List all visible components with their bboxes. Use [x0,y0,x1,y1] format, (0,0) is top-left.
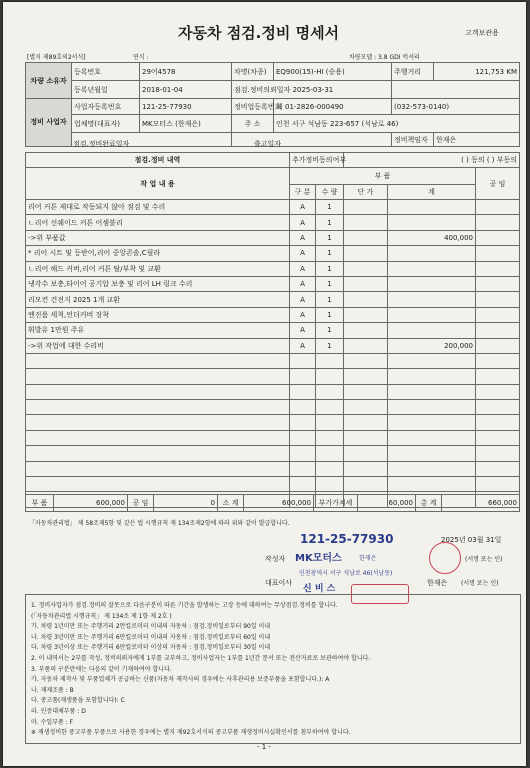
subtotal-value: 600,000 [244,495,314,512]
work-cell-kind [290,400,316,415]
work-row [26,246,520,261]
work-cell-price [344,307,388,322]
manager-value: 한재은 [434,133,520,147]
work-cell-qty: 1 [316,261,344,276]
signature-address: 인천광역시 서구 석남로 46(석남동) [299,570,393,577]
work-cell-amount [388,430,476,445]
work-cell-amount [388,461,476,476]
work-cell-kind: A [290,276,316,291]
work-cell-content: 냉각수 보충,타이어 공기압 보충 및 리어 LH 링크 수리 [26,276,290,291]
address-value: 인천 서구 석남동 223-657 (석남로 46) [274,115,520,133]
work-cell-price [344,230,388,245]
signature-company: MK모터스 [295,553,342,564]
note-line: 가. 차령 1년미만 또는 주행거리 2만킬로미터 이내의 자동차 : 점검.정비일로부터 90일 이내 [31,623,271,631]
work-cell-labor [476,323,520,338]
work-cell-price [344,215,388,230]
biz-no-value: 121-25-77930 [140,99,232,115]
owner-section-label: 차량 소유자 [26,63,72,99]
work-cell-price [344,338,388,353]
note-line: 마. 수입부품 : F [31,718,74,726]
work-cell-content [26,430,290,445]
work-cell-amount [388,384,476,399]
work-cell-price [344,353,388,368]
totals-table [25,494,520,512]
work-cell-labor [476,230,520,245]
work-cell-qty: 1 [316,230,344,245]
work-cell-labor [476,200,520,215]
parts-total-label: 부 품 [26,495,54,512]
work-cell-kind: A [290,292,316,307]
note-line: 2. 이 내역서는 2부를 작성, 정비의뢰자에게 1부를 교부하고, 정비사업자는 1부를 1년간 문서 또는 전산자료로 보관하여야 합니다. [31,655,371,662]
note-line: 3. 부품의 구분란에는 다음의 같이 기재하여야 합니다. [31,665,172,673]
work-cell-price [344,446,388,461]
work-cell-kind [290,477,316,492]
work-cell-qty: 1 [316,215,344,230]
work-row [26,307,520,322]
work-cell-price [344,246,388,261]
signature-biz-no: 121-25-77930 [300,532,394,546]
work-cell-qty: 1 [316,276,344,291]
work-cell-qty: 1 [316,307,344,322]
work-cell-amount: 400,000 [388,230,476,245]
work-cell-kind: A [290,230,316,245]
author-label: 작성자 [265,555,286,563]
note-line: 라. 인증대체부품 : D [31,708,86,715]
work-cell-amount [388,261,476,276]
work-cell-labor [476,215,520,230]
work-cell-labor [476,369,520,384]
request-date-label: 점검.정비의뢰일자 [234,85,291,94]
col-price: 단 가 [344,185,388,200]
work-cell-price [344,200,388,215]
work-cell-kind: A [290,307,316,322]
work-cell-content [26,477,290,492]
work-content-header: 작 업 내 용 [26,168,290,200]
manager-label: 정비책임자 [392,133,434,147]
note-line: (「자동차관리법 시행규칙」 제 134조 제 1항 제 2호 ) [31,612,172,620]
work-items-table [25,152,520,508]
work-row [26,353,520,368]
work-cell-labor [476,292,520,307]
work-cell-qty: 1 [316,323,344,338]
work-cell-content: ->위 작업에 대한 수리비 [26,338,290,353]
page-number: - 1 - [257,743,271,751]
work-cell-price [344,461,388,476]
reg-no-label: 등록번호 [72,63,140,81]
note-line: 가. 자동차 제작사 및 부품업체가 공급하는 신품(자동차 제작사의 경우에는 사후관리용 보증부품을 포함합니다.): A [31,676,330,684]
work-cell-amount [388,246,476,261]
work-cell-price [344,323,388,338]
work-cell-kind [290,430,316,445]
work-cell-amount [388,353,476,368]
work-cell-amount [388,323,476,338]
representative-label: 대표이사 [265,579,293,587]
work-cell-content [26,384,290,399]
work-cell-amount: 200,000 [388,338,476,353]
work-row [26,323,520,338]
work-cell-kind: A [290,215,316,230]
work-cell-content: ㄴ리어 선쉐이드 커튼 어셈블리 [26,215,290,230]
sign-or-seal-2: (서명 또는 인) [461,580,499,587]
address-label: 주 소 [232,115,274,133]
vat-label: 부가가치세 [314,495,358,512]
signature-manager: 한재은 [359,555,377,562]
sign-or-seal-1: (서명 또는 인) [465,556,503,563]
work-cell-price [344,477,388,492]
copy-label: 고객보관용 [465,29,499,37]
biz-no-label: 사업자등록번호 [72,99,140,115]
work-row [26,369,520,384]
work-cell-qty [316,400,344,415]
work-cell-qty [316,446,344,461]
work-cell-kind: A [290,246,316,261]
work-cell-qty [316,384,344,399]
work-cell-qty [316,461,344,476]
work-row [26,338,520,353]
work-cell-amount [388,446,476,461]
document-sheet [3,2,526,766]
work-cell-labor [476,338,520,353]
work-cell-kind [290,415,316,430]
work-cell-kind [290,446,316,461]
company-label: 업체명(대표자) [72,115,140,133]
work-cell-amount [388,369,476,384]
work-cell-kind: A [290,323,316,338]
col-amount: 계 [388,185,476,200]
reg-date-value: 2018-01-04 [140,81,232,99]
company-seal [429,542,461,574]
work-cell-labor [476,276,520,291]
inspect-date-label: 점검.정비완료일자 [73,140,130,148]
vehicle-model-note: 차량모델 : 3.8 GDI 럭셔리 [349,54,420,61]
car-name-label: 차명(차종) [232,63,274,81]
note-line: ※ 재생정비한 중고부품 부품으로 사용한 경우에는 별지 제92호서식의 중고부품 재생정비사실확인서를 첨부하여야 합니다. [31,729,351,737]
work-cell-qty: 1 [316,338,344,353]
work-cell-amount [388,415,476,430]
work-row [26,477,520,492]
work-row [26,200,520,215]
work-cell-labor [476,430,520,445]
request-date-label-cell [232,81,392,99]
work-row [26,261,520,276]
work-cell-content [26,369,290,384]
mileage-label: 주행거리 [392,63,434,81]
work-cell-content: 휘발유 1만원 주유 [26,323,290,338]
work-cell-price [344,292,388,307]
grand-total-label: 총 계 [416,495,442,512]
note-line: 다. 차령 3년이상 또는 주행거리 6만킬로미터 이상의 자동차 : 점검.정비일로부터 30일 이내 [31,644,271,652]
serial-label: 연식 : [133,54,149,61]
work-cell-amount [388,292,476,307]
note-line: 나. 재제조품 : B [31,686,74,694]
form-number: [별지 제89호의2서식] [27,54,86,61]
work-cell-price [344,384,388,399]
work-cell-content: * 리어 시트 및 등받이,리어 중앙콘솔,C필라 [26,246,290,261]
consent-label: ( ) 동의 ( ) 부동의 [344,153,520,168]
work-row [26,384,520,399]
work-cell-labor [476,261,520,276]
grand-total-value: 660,000 [442,495,520,512]
work-cell-labor [476,446,520,461]
document-title: 자동차 점검.정비 명세서 [178,24,340,42]
work-cell-qty: 1 [316,292,344,307]
col-kind: 구 분 [290,185,316,200]
work-cell-amount [388,200,476,215]
parts-total-value: 600,000 [54,495,128,512]
subtotal-label: 소 계 [218,495,244,512]
work-cell-price [344,369,388,384]
col-qty: 수 량 [316,185,344,200]
work-cell-price [344,400,388,415]
work-row [26,446,520,461]
work-cell-content: 리어 커튼 제대로 작동되지 않아 점검 및 수리 [26,200,290,215]
work-cell-content: ->위 부품값 [26,230,290,245]
work-cell-kind: A [290,200,316,215]
work-cell-kind [290,384,316,399]
repair-biz-no-label: 정비업등록번호 [232,99,274,115]
work-cell-content [26,446,290,461]
work-cell-content: 엔진룸 세척,언더커버 장착 [26,307,290,322]
reg-date-label: 등록년월일 [72,81,140,99]
request-date-value: 2025-03-31 [292,85,334,94]
work-cell-content [26,353,290,368]
release-date-label: 출고일자 [254,140,282,148]
work-cell-labor [476,246,520,261]
work-cell-qty [316,430,344,445]
note-line: 1. 정비사업자가 점검.정비의 잘못으로 다음구분이 따른 기간을 발생하는 고장 등에 대하여는 무상점검.정비를 합니다. [31,602,338,609]
work-row [26,292,520,307]
car-name-value: EQ900(15)-HI (승용) [274,63,392,81]
work-cell-price [344,430,388,445]
work-cell-content [26,461,290,476]
work-cell-amount [388,307,476,322]
legal-statement: 「자동차관리법」 제 58조제5항 및 같은 법 시행규칙 제 134조제2항에 따라 위와 같이 발급합니다. [29,520,290,527]
work-cell-kind: A [290,338,316,353]
work-cell-price [344,415,388,430]
note-line: 다. 중고품(재생품을 포함합니다): C [31,697,125,705]
work-cell-qty [316,477,344,492]
work-cell-price [344,276,388,291]
work-cell-content: 리모컨 건전지 2025 1개 교환 [26,292,290,307]
labor-total-label: 공 임 [128,495,154,512]
work-cell-qty: 1 [316,246,344,261]
work-cell-kind [290,461,316,476]
work-cell-labor [476,415,520,430]
extra-work-label: 추가정비동의여부 [290,153,344,168]
work-row [26,461,520,476]
work-cell-amount [388,400,476,415]
work-cell-content [26,400,290,415]
work-row [26,276,520,291]
work-cell-labor [476,461,520,476]
work-cell-kind [290,353,316,368]
work-row [26,215,520,230]
mileage-value: 121,753 KM [434,63,520,81]
work-cell-labor [476,400,520,415]
note-line: 나. 차령 3년미만 또는 주행거리 6만킬로미터 이내의 자동차 : 점검.정비일로부터 60일 이내 [31,633,271,641]
work-row [26,430,520,445]
work-row [26,400,520,415]
work-cell-qty [316,353,344,368]
work-cell-content: ㄴ리어 해드 커버,리어 커튼 탈/부착 및 교환 [26,261,290,276]
work-cell-amount [388,215,476,230]
phone-value: (032-573-0140) [392,99,520,115]
work-cell-qty [316,369,344,384]
work-cell-kind: A [290,261,316,276]
work-cell-amount [388,276,476,291]
work-cell-content [26,415,290,430]
work-cell-qty: 1 [316,200,344,215]
labor-header: 공 임 [476,168,520,200]
work-history-label: 점검.정비 내역 [26,153,290,168]
work-cell-amount [388,477,476,492]
labor-total-value: 0 [154,495,218,512]
work-cell-qty [316,415,344,430]
parts-header: 부 품 [290,168,476,185]
reg-no-value: 29어4578 [140,63,232,81]
signature-sign-label: 한재은 [427,579,448,587]
work-cell-labor [476,477,520,492]
company-value: MK모터스 (한재은) [140,115,232,133]
vat-value: 60,000 [358,495,416,512]
work-row [26,415,520,430]
work-cell-kind [290,369,316,384]
signature-rep-name: 신 비 스 [303,584,336,594]
work-cell-price [344,261,388,276]
vehicle-owner-table [25,62,520,147]
work-row [26,230,520,245]
work-cell-labor [476,307,520,322]
work-cell-labor [476,353,520,368]
business-section-label: 정비 사업자 [26,99,72,147]
work-cell-labor [476,384,520,399]
repair-biz-no-value: 제 01-2826-000490 [274,99,392,115]
signature-date: 2025년 03월 31일 [441,536,502,544]
